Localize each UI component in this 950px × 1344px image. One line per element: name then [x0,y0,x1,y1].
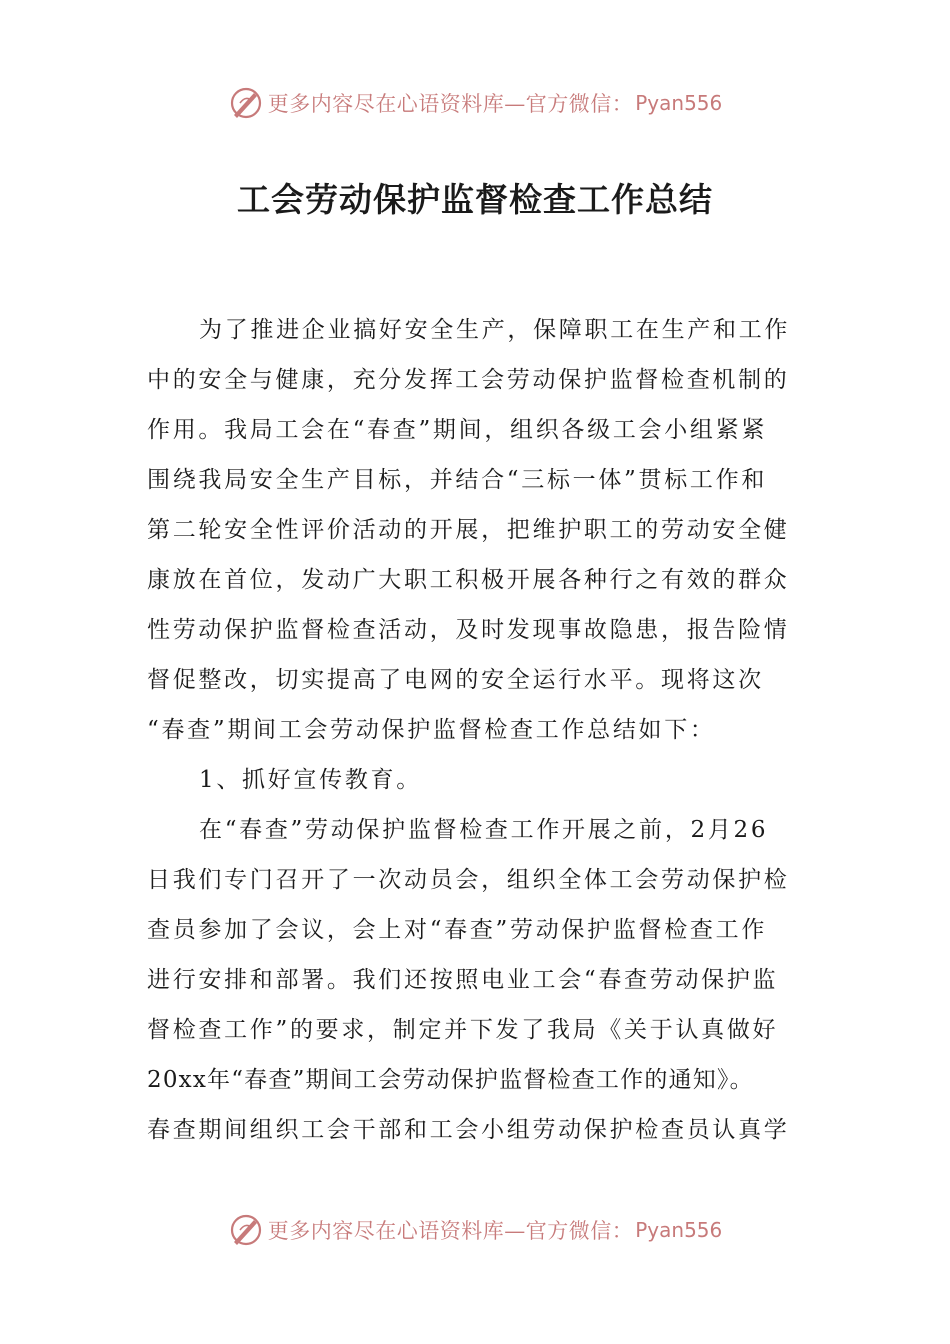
body-line: 作用。我局工会在“春查”期间，组织各级工会小组紧紧 [147,417,768,443]
watermark-text: 更多内容尽在心语资料库—官方微信： [267,1219,634,1243]
body-line: 20xx年“春查”期间工会劳动保护监督检查工作的通知》。 [147,1067,754,1093]
section-heading: 1、抓好宣传教育。 [199,767,422,793]
watermark-footer [0,1210,950,1250]
document-title: 工会劳动保护监督检查工作总结 [237,180,713,219]
body-line: 中的安全与健康，充分发挥工会劳动保护监督检查机制的 [147,367,790,393]
body-line: 春查期间组织工会干部和工会小组劳动保护检查员认真学 [147,1117,790,1143]
watermark-wechat-id: Pyan556 [635,1218,723,1242]
body-line: 围绕我局安全生产目标，并结合“三标一体”贯标工作和 [147,467,768,493]
pen-logo-icon [228,1212,264,1248]
body-line: 查员参加了会议，会上对“春查”劳动保护监督检查工作 [147,917,768,943]
body-line: 日我们专门召开了一次动员会，组织全体工会劳动保护检 [147,867,790,893]
body-line: 康放在首位，发动广大职工积极开展各种行之有效的群众 [147,567,790,593]
body-line: 进行安排和部署。我们还按照电业工会“春查劳动保护监 [147,967,779,993]
watermark-header [0,83,950,123]
watermark-text: 更多内容尽在心语资料库—官方微信： [267,92,634,116]
body-line: 督促整改，切实提高了电网的安全运行水平。现将这次 [147,667,764,693]
watermark-wechat-id: Pyan556 [635,91,723,115]
pen-logo-icon [228,85,264,121]
body-line: 督检查工作”的要求，制定并下发了我局《关于认真做好 [147,1017,779,1043]
body-line: 为了推进企业搞好安全生产，保障职工在生产和工作 [199,317,791,343]
body-line: 在“春查”劳动保护监督检查工作开展之前，2月26 [199,817,769,843]
document-body [147,305,805,1155]
body-line: 第二轮安全性评价活动的开展，把维护职工的劳动安全健 [147,517,790,543]
body-line: “春查”期间工会劳动保护监督检查工作总结如下： [147,717,716,743]
body-line: 性劳动保护监督检查活动，及时发现事故隐患，报告险情 [147,617,790,643]
